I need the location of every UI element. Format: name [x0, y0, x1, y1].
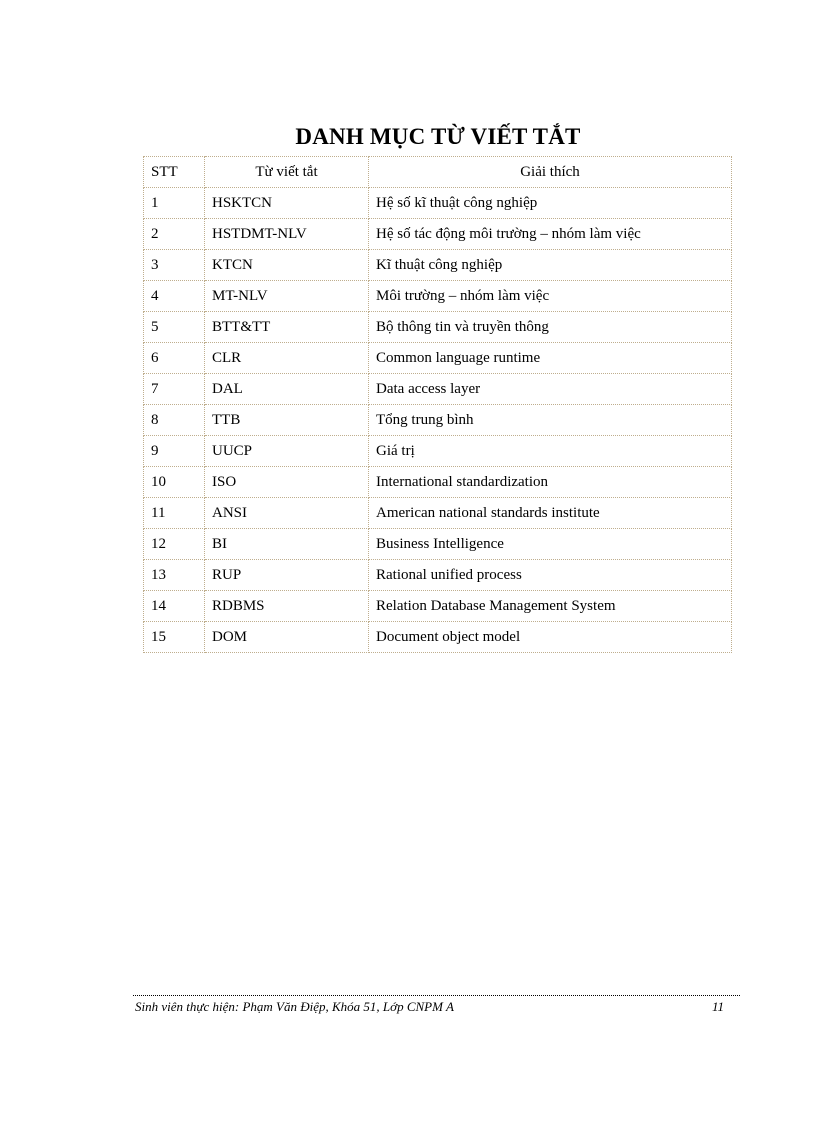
cell-stt: 14 — [144, 591, 205, 622]
footer-author: Sinh viên thực hiện: Phạm Văn Điệp, Khóa 51, Lớp CNPM A — [135, 999, 454, 1014]
cell-abbreviation: BTT&TT — [205, 312, 369, 343]
cell-stt: 13 — [144, 560, 205, 591]
cell-stt: 9 — [144, 436, 205, 467]
table-row — [144, 591, 732, 622]
cell-explanation: Bộ thông tin và truyền thông — [369, 312, 732, 343]
table-row — [144, 560, 732, 591]
cell-explanation: Giá trị — [369, 436, 732, 467]
cell-abbreviation: HSTDMT-NLV — [205, 219, 369, 250]
cell-stt: 3 — [144, 250, 205, 281]
cell-explanation: Tổng trung bình — [369, 405, 732, 436]
table-row — [144, 281, 732, 312]
cell-explanation: Hệ số tác động môi trường – nhóm làm việc — [369, 219, 732, 250]
cell-abbreviation: ISO — [205, 467, 369, 498]
page-number: 11 — [712, 999, 725, 1014]
header-stt: STT — [144, 157, 205, 188]
cell-abbreviation: RUP — [205, 560, 369, 591]
table-header-row — [144, 157, 732, 188]
cell-explanation: Môi trường – nhóm làm việc — [369, 281, 732, 312]
cell-abbreviation: DOM — [205, 622, 369, 653]
cell-explanation: Rational unified process — [369, 560, 732, 591]
cell-explanation: American national standards institute — [369, 498, 732, 529]
cell-stt: 8 — [144, 405, 205, 436]
cell-stt: 12 — [144, 529, 205, 560]
cell-stt: 7 — [144, 374, 205, 405]
cell-abbreviation: TTB — [205, 405, 369, 436]
cell-explanation: International standardization — [369, 467, 732, 498]
table-row — [144, 405, 732, 436]
cell-abbreviation: ANSI — [205, 498, 369, 529]
header-explanation: Giải thích — [369, 157, 732, 188]
cell-stt: 6 — [144, 343, 205, 374]
header-abbreviation: Từ viết tắt — [205, 157, 369, 188]
table-row — [144, 219, 732, 250]
table-row — [144, 529, 732, 560]
cell-explanation: Relation Database Management System — [369, 591, 732, 622]
cell-stt: 15 — [144, 622, 205, 653]
cell-stt: 11 — [144, 498, 205, 529]
cell-stt: 1 — [144, 188, 205, 219]
cell-explanation: Kĩ thuật công nghiệp — [369, 250, 732, 281]
abbreviation-table — [143, 156, 732, 653]
cell-stt: 2 — [144, 219, 205, 250]
page-title: DANH MỤC TỪ VIẾT TẮT — [295, 124, 581, 149]
cell-explanation: Common language runtime — [369, 343, 732, 374]
cell-abbreviation: BI — [205, 529, 369, 560]
table-row — [144, 467, 732, 498]
table-row — [144, 188, 732, 219]
table-row — [144, 374, 732, 405]
footer-divider — [133, 995, 740, 996]
cell-abbreviation: KTCN — [205, 250, 369, 281]
cell-stt: 4 — [144, 281, 205, 312]
table-row — [144, 312, 732, 343]
cell-explanation: Business Intelligence — [369, 529, 732, 560]
cell-abbreviation: HSKTCN — [205, 188, 369, 219]
table-row — [144, 622, 732, 653]
table-row — [144, 436, 732, 467]
cell-abbreviation: CLR — [205, 343, 369, 374]
cell-stt: 10 — [144, 467, 205, 498]
cell-abbreviation: DAL — [205, 374, 369, 405]
table-row — [144, 343, 732, 374]
cell-stt: 5 — [144, 312, 205, 343]
table-row — [144, 250, 732, 281]
cell-abbreviation: MT-NLV — [205, 281, 369, 312]
cell-explanation: Document object model — [369, 622, 732, 653]
cell-explanation: Data access layer — [369, 374, 732, 405]
cell-abbreviation: UUCP — [205, 436, 369, 467]
cell-explanation: Hệ số kĩ thuật công nghiệp — [369, 188, 732, 219]
table-row — [144, 498, 732, 529]
cell-abbreviation: RDBMS — [205, 591, 369, 622]
